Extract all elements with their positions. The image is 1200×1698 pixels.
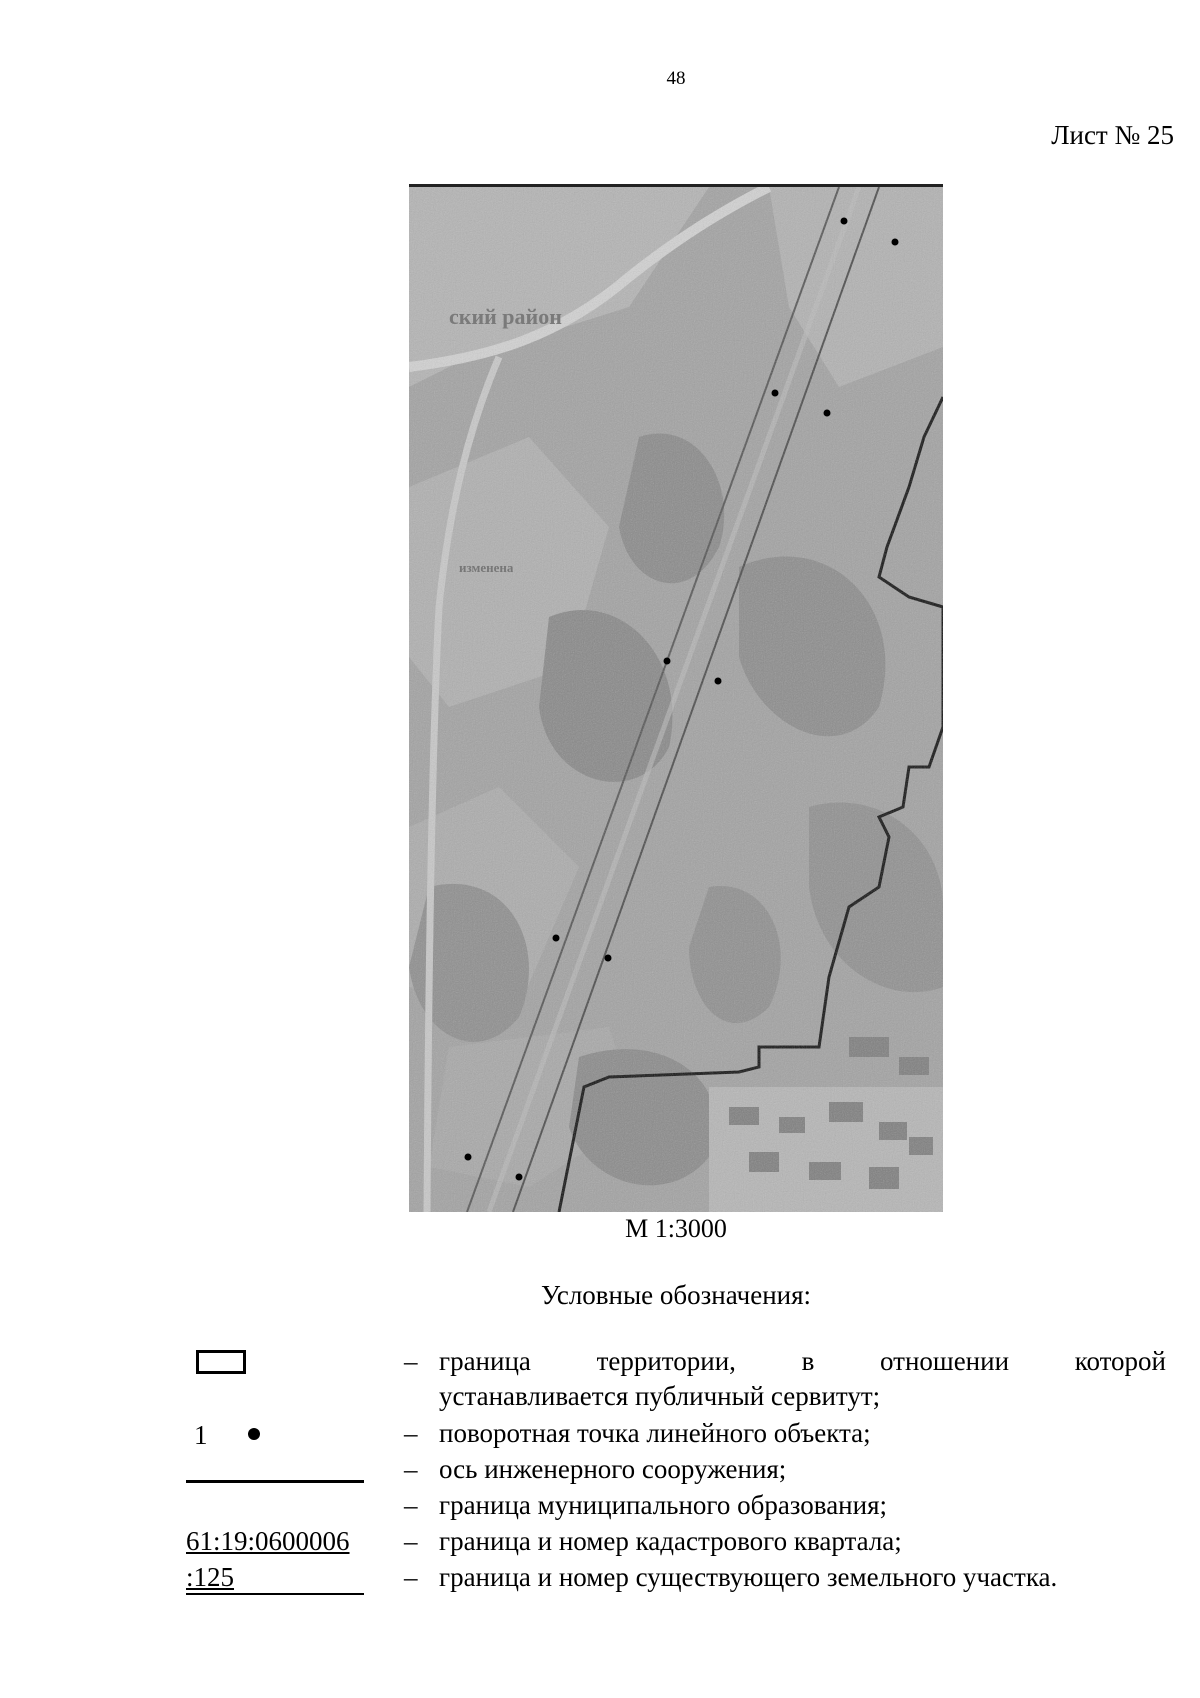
legend-title: Условные обозначения:	[540, 1280, 812, 1310]
parcel-number: :125	[186, 1562, 235, 1592]
point-number: 1	[194, 1420, 208, 1450]
legend-text: граница муниципального образования;	[439, 1490, 888, 1520]
thick-line-symbol-icon	[186, 1480, 364, 1483]
parcel-number-symbol	[186, 1560, 364, 1595]
turning-point	[605, 955, 612, 962]
legend-dash: –	[404, 1490, 418, 1520]
smudge-label: изменена	[459, 560, 514, 575]
dot-symbol-icon	[248, 1428, 260, 1440]
turning-point	[516, 1174, 523, 1181]
map-image	[409, 184, 943, 1212]
rectangle-symbol-icon	[196, 1350, 246, 1374]
turning-point	[715, 678, 722, 685]
turning-point	[465, 1154, 472, 1161]
turning-point	[824, 410, 831, 417]
page-number: 48	[666, 68, 686, 89]
legend-text: граница территории, в отношении которой	[439, 1346, 1166, 1376]
cadastral-number: 61:19:0600006	[186, 1526, 350, 1556]
legend-dash: –	[404, 1454, 418, 1484]
turning-point	[892, 239, 899, 246]
legend-text: устанавливается публичный сервитут;	[439, 1381, 881, 1411]
legend-text: граница и номер кадастрового квартала;	[439, 1526, 902, 1556]
aerial-map	[409, 187, 943, 1212]
legend-text: поворотная точка линейного объекта;	[439, 1418, 871, 1448]
legend-dash: –	[404, 1346, 418, 1376]
turning-point	[664, 658, 671, 665]
legend-dash: –	[404, 1418, 418, 1448]
legend-dash: –	[404, 1562, 418, 1592]
district-label: ский район	[449, 304, 562, 329]
turning-point	[772, 390, 779, 397]
turning-point	[553, 935, 560, 942]
legend-dash: –	[404, 1526, 418, 1556]
turning-point	[841, 218, 848, 225]
map-scale: М 1:3000	[625, 1214, 727, 1243]
legend-text: ось инженерного сооружения;	[439, 1454, 787, 1484]
legend-text: граница и номер существующего земельного участка.	[439, 1562, 1058, 1592]
sheet-label: Лист № 25	[1051, 120, 1174, 150]
